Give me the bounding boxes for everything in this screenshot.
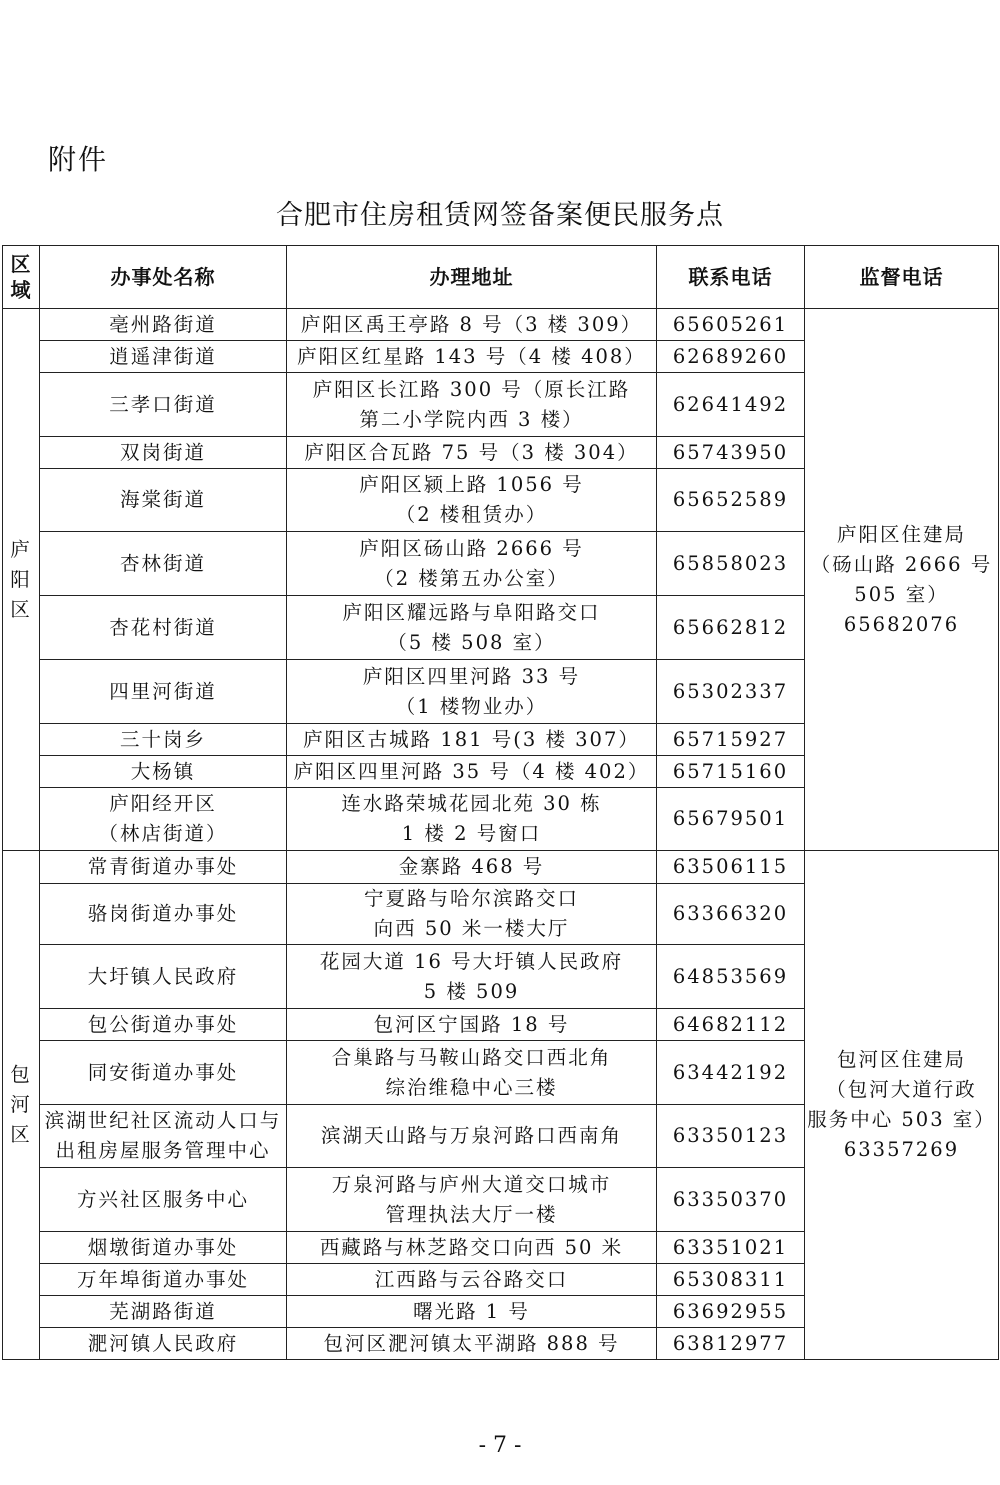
address-cell: 万泉河路与庐州大道交口城市 管理执法大厅一楼 [287,1168,657,1232]
office-name-cell: 常青街道办事处 [40,851,287,884]
office-name-cell: 万年埠街道办事处 [40,1264,287,1296]
phone-cell: 63442192 [657,1041,805,1105]
office-name-cell: 双岗街道 [40,437,287,469]
phone-cell: 65715160 [657,756,805,788]
phone-cell: 65662812 [657,596,805,660]
table-header-row [3,246,999,309]
address-cell: 庐阳区砀山路 2666 号 （2 楼第五办公室） [287,532,657,596]
address-cell: 庐阳区古城路 181 号(3 楼 307） [287,724,657,756]
phone-cell: 63366320 [657,884,805,945]
address-cell: 西藏路与林芝路交口向西 50 米 [287,1232,657,1264]
address-cell: 宁夏路与哈尔滨路交口 向西 50 米一楼大厅 [287,884,657,945]
phone-cell: 63506115 [657,851,805,884]
phone-cell: 63812977 [657,1328,805,1360]
office-name-cell: 淝河镇人民政府 [40,1328,287,1360]
supervise-phone-cell-luyang: 庐阳区住建局 （砀山路 2666 号 505 室） 65682076 [805,309,999,851]
address-cell: 庐阳区长江路 300 号（原长江路 第二小学院内西 3 楼） [287,373,657,437]
address-cell: 庐阳区四里河路 33 号 （1 楼物业办） [287,660,657,724]
phone-cell: 65715927 [657,724,805,756]
address-cell: 曙光路 1 号 [287,1296,657,1328]
document-title: 合肥市住房租赁网签备案便民服务点 [276,200,724,231]
office-name-cell: 庐阳经开区 （林店街道） [40,788,287,851]
page-number: - 7 - [478,1433,522,1458]
address-cell: 庐阳区耀远路与阜阳路交口 （5 楼 508 室） [287,596,657,660]
supervise-phone-cell-baohe: 包河区住建局 （包河大道行政 服务中心 503 室） 63357269 [805,851,999,1360]
address-cell: 庐阳区红星路 143 号（4 楼 408） [287,341,657,373]
table-body [3,309,999,1360]
office-name-cell: 芜湖路街道 [40,1296,287,1328]
address-cell: 金寨路 468 号 [287,851,657,884]
office-name-cell: 三十岗乡 [40,724,287,756]
header-phone: 联系电话 [657,246,805,309]
office-name-cell: 滨湖世纪社区流动人口与 出租房屋服务管理中心 [40,1105,287,1168]
address-cell: 合巢路与马鞍山路交口西北角 综治维稳中心三楼 [287,1041,657,1105]
phone-cell: 62689260 [657,341,805,373]
phone-cell: 65858023 [657,532,805,596]
office-name-cell: 海棠街道 [40,469,287,532]
address-cell: 包河区淝河镇太平湖路 888 号 [287,1328,657,1360]
address-cell: 庐阳区合瓦路 75 号（3 楼 304） [287,437,657,469]
office-name-cell: 同安街道办事处 [40,1041,287,1105]
phone-cell: 65308311 [657,1264,805,1296]
header-area: 区 域 [3,246,40,309]
phone-cell: 65302337 [657,660,805,724]
office-name-cell: 骆岗街道办事处 [40,884,287,945]
phone-cell: 65679501 [657,788,805,851]
office-name-cell: 三孝口街道 [40,373,287,437]
office-name-cell: 逍遥津街道 [40,341,287,373]
table-row [3,851,999,884]
phone-cell: 65605261 [657,309,805,341]
address-cell: 江西路与云谷路交口 [287,1264,657,1296]
address-cell: 连水路荣城花园北苑 30 栋 1 楼 2 号窗口 [287,788,657,851]
phone-cell: 63351021 [657,1232,805,1264]
address-cell: 花园大道 16 号大圩镇人民政府 5 楼 509 [287,945,657,1009]
office-name-cell: 亳州路街道 [40,309,287,341]
phone-cell: 62641492 [657,373,805,437]
office-name-cell: 杏花村街道 [40,596,287,660]
header-address: 办理地址 [287,246,657,309]
address-cell: 包河区宁国路 18 号 [287,1009,657,1041]
address-cell: 滨湖天山路与万泉河路口西南角 [287,1105,657,1168]
phone-cell: 64682112 [657,1009,805,1041]
phone-cell: 63350123 [657,1105,805,1168]
area-cell-baohe: 包 河 区 [3,851,40,1360]
header-supervise-phone: 监督电话 [805,246,999,309]
office-name-cell: 方兴社区服务中心 [40,1168,287,1232]
office-name-cell: 四里河街道 [40,660,287,724]
phone-cell: 63350370 [657,1168,805,1232]
phone-cell: 64853569 [657,945,805,1009]
address-cell: 庐阳区禹王亭路 8 号（3 楼 309） [287,309,657,341]
service-points-table [2,245,999,1360]
office-name-cell: 包公街道办事处 [40,1009,287,1041]
office-name-cell: 大杨镇 [40,756,287,788]
phone-cell: 65652589 [657,469,805,532]
area-cell-luyang: 庐 阳 区 [3,309,40,851]
table-row [3,309,999,341]
office-name-cell: 大圩镇人民政府 [40,945,287,1009]
office-name-cell: 烟墩街道办事处 [40,1232,287,1264]
address-cell: 庐阳区四里河路 35 号（4 楼 402） [287,756,657,788]
phone-cell: 65743950 [657,437,805,469]
address-cell: 庐阳区颍上路 1056 号 （2 楼租赁办） [287,469,657,532]
annex-label: 附件 [48,143,109,176]
header-office-name: 办事处名称 [40,246,287,309]
office-name-cell: 杏林街道 [40,532,287,596]
phone-cell: 63692955 [657,1296,805,1328]
